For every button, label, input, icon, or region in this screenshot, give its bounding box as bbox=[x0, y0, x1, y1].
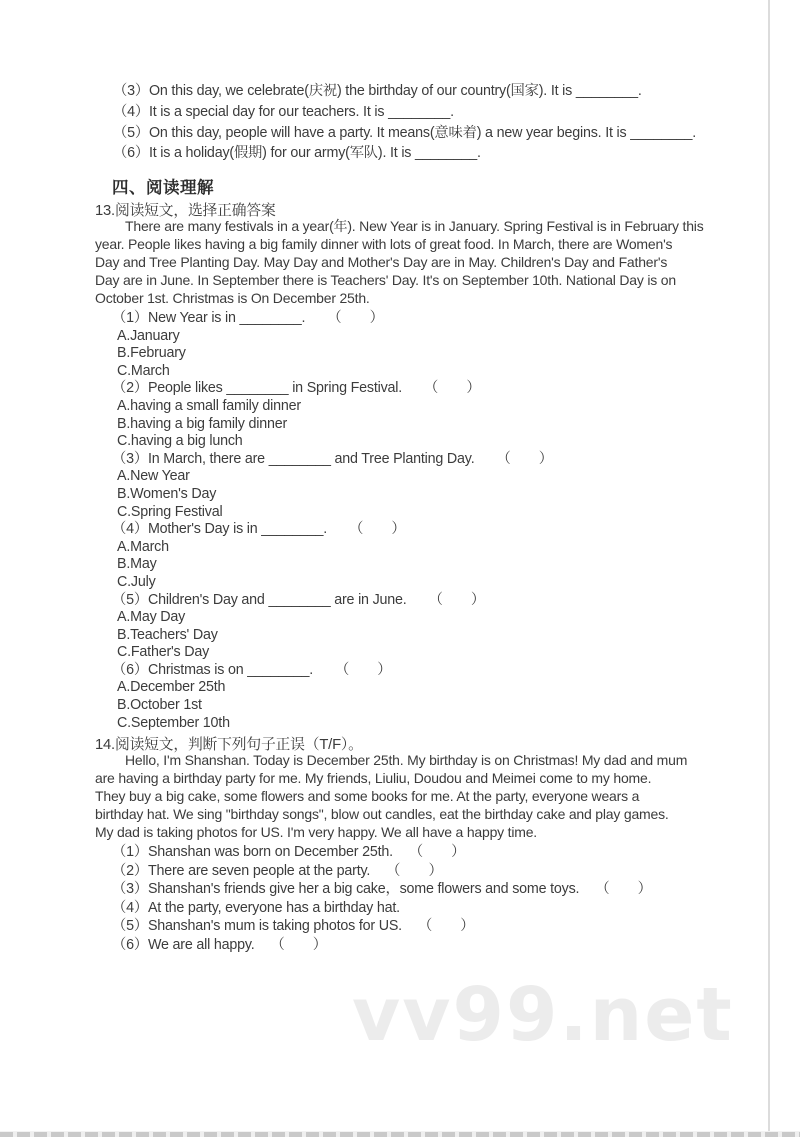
section-title: 四、阅读理解 bbox=[112, 179, 214, 197]
option: C.having a big lunch bbox=[117, 433, 243, 450]
passage-line: Hello, I'm Shanshan. Today is December 25th. My birthday is on Christmas! My dad and mum bbox=[125, 752, 688, 768]
option: C.September 10th bbox=[117, 714, 230, 731]
statement-row bbox=[112, 899, 652, 918]
option: B.February bbox=[117, 345, 186, 362]
answer-bracket: （ ） bbox=[595, 881, 652, 897]
option: B.Women's Day bbox=[117, 485, 217, 502]
passage-line: birthday hat. We sing "birthday songs", blow out candles, eat the birthday cake and play games. bbox=[95, 806, 669, 822]
statement-row bbox=[112, 880, 652, 899]
site-watermark: vv99.net bbox=[352, 972, 734, 1058]
passage-line: Day are in June. In September there is Teachers' Day. It's on September 10th. National Day is on bbox=[95, 272, 676, 288]
option: B.May bbox=[117, 556, 157, 573]
passage-line: year. People likes having a big family dinner with lots of great food. In March, there are Women's bbox=[95, 236, 673, 252]
fill-in-question: （3）On this day, we celebrate(庆祝) the birthday of our country(国家). It is ________. bbox=[113, 83, 642, 99]
option: C.Spring Festival bbox=[117, 503, 223, 520]
option: B.Teachers' Day bbox=[117, 626, 218, 643]
question-stem-row bbox=[112, 380, 553, 398]
fill-in-question: （6）It is a holiday(假期) for our army(军队). It is ________. bbox=[113, 145, 481, 162]
statement-text: （5）Shanshan's mum is taking photos for US. bbox=[112, 918, 402, 934]
statement-row bbox=[112, 843, 652, 862]
question-stem-row bbox=[112, 592, 553, 610]
statement-row bbox=[112, 936, 652, 955]
statement-row bbox=[112, 917, 652, 936]
passage-line: There are many festivals in a year(年). New Year is in January. Spring Festival is in February this bbox=[125, 218, 704, 234]
question-stem: （2）People likes ________ in Spring Festival. bbox=[112, 380, 403, 397]
answer-bracket: （ ） bbox=[408, 844, 466, 860]
statement-text: （4）At the party, everyone has a birthday hat. bbox=[112, 899, 400, 916]
question-stem: （3）In March, there are ________ and Tree Planting Day. bbox=[112, 450, 475, 467]
answer-bracket: （ ） bbox=[349, 521, 406, 538]
option: C.March bbox=[117, 362, 170, 379]
question-13-heading: 13.阅读短文，选择正确答案 bbox=[95, 203, 276, 219]
passage-line: My dad is taking photos for US. I'm very happy. We all have a happy time. bbox=[95, 824, 537, 840]
passage-line: They buy a big cake, some flowers and some books for me. At the party, everyone wears a bbox=[95, 788, 640, 804]
question-13-choice-list bbox=[112, 310, 553, 732]
statement-text: （6）We are all happy. bbox=[112, 936, 255, 953]
answer-bracket: （ ） bbox=[496, 450, 553, 467]
answer-bracket: （ ） bbox=[327, 310, 384, 326]
statement-text: （3）Shanshan's friends give her a big cake，some flowers and some toys. bbox=[112, 881, 580, 897]
option: A.May Day bbox=[117, 609, 186, 626]
question-stem: （6）Christmas is on ________. bbox=[112, 661, 314, 678]
option: A.New Year bbox=[117, 468, 190, 485]
question-stem-row bbox=[112, 310, 553, 328]
fill-in-question: （4）It is a special day for our teachers. It is ________. bbox=[113, 103, 454, 120]
passage-line: Day and Tree Planting Day. May Day and Mother's Day are in May. Children's Day and Father's bbox=[95, 254, 668, 270]
option: C.Father's Day bbox=[117, 644, 210, 661]
answer-bracket: （ ） bbox=[417, 918, 475, 934]
page-bottom-tear-line bbox=[0, 1131, 800, 1137]
answer-bracket: （ ） bbox=[428, 591, 485, 608]
option: A.March bbox=[117, 538, 169, 555]
fill-in-question: （5）On this day, people will have a party. It means(意味着) a new year begins. It is ________. bbox=[113, 124, 697, 141]
statement-text: （1）Shanshan was born on December 25th. bbox=[112, 844, 393, 860]
question-14-statement-list bbox=[112, 843, 652, 954]
page-edge-line bbox=[768, 0, 770, 1137]
question-stem-row bbox=[112, 662, 553, 680]
question-stem: （4）Mother's Day is in ________. bbox=[112, 521, 328, 538]
statement-row bbox=[112, 862, 652, 881]
answer-bracket: （ ） bbox=[424, 380, 481, 397]
option: B.October 1st bbox=[117, 697, 202, 714]
question-stem-row bbox=[112, 521, 553, 539]
answer-bracket: （ ） bbox=[270, 936, 327, 953]
passage-line: October 1st. Christmas is On December 25th. bbox=[95, 290, 370, 306]
answer-bracket: （ ） bbox=[335, 661, 392, 678]
option: B.having a big family dinner bbox=[117, 415, 288, 432]
question-stem: （1）New Year is in ________. bbox=[112, 310, 306, 326]
option: A.having a small family dinner bbox=[117, 397, 301, 414]
option: C.July bbox=[117, 573, 156, 590]
answer-bracket: （ ） bbox=[386, 862, 443, 879]
question-stem: （5）Children's Day and ________ are in June. bbox=[112, 591, 407, 608]
option: A.December 25th bbox=[117, 679, 226, 696]
question-14-heading: 14.阅读短文，判断下列句子正误（T/F）。 bbox=[95, 737, 363, 753]
question-13-passage bbox=[95, 217, 704, 307]
fill-in-question-list bbox=[113, 81, 696, 164]
statement-text: （2）There are seven people at the party. bbox=[112, 862, 371, 879]
option: A.January bbox=[117, 327, 180, 344]
question-14-passage bbox=[95, 751, 687, 841]
passage-line: are having a birthday party for me. My friends, Liuliu, Doudou and Meimei come to my home. bbox=[95, 770, 652, 786]
question-stem-row bbox=[112, 451, 553, 469]
